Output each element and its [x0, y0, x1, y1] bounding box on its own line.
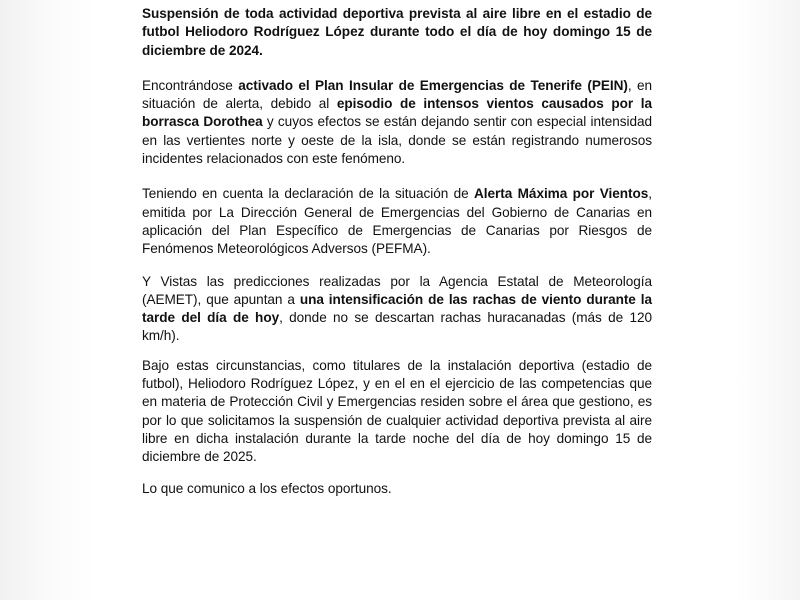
paragraph-text: , en situación de alerta, debido al	[142, 77, 652, 112]
paragraph-alert-declaration	[142, 185, 652, 258]
paragraph-pein-activation	[142, 77, 652, 168]
paragraph-bold-text: activado el Plan Insular de Emergencias de Tenerife (PEIN)	[238, 77, 628, 93]
paragraph-text: Teniendo en cuenta la declaración de la situación de	[142, 186, 475, 202]
paragraph-bold-text: episodio de intensos vientos causados por la borrasca Dorothea	[142, 96, 652, 130]
document-body	[142, 5, 652, 512]
paragraph-text: y cuyos efectos se están dejando sentir con especial intensidad en las vertientes norte y oeste de la isla, donde se están registrando numerosos incidentes relacionados con este fenómeno.	[142, 114, 652, 167]
paragraph-suspension-request: Bajo estas circunstancias, como titulares de la instalación deportiva (estadio de futbol), Heliodoro Rodríguez López, y en el en el ejercicio de las competencias que en materia de Protección Civil y Emergencias residen sobre el área que gestiono, es por lo que solicitamos la suspensión de cualquier actividad deportiva prevista al aire libre en dicha instalación durante la tarde noche del día de hoy domingo 15 de diciembre de 2025.	[142, 357, 652, 465]
paragraph-text: Encontrándose	[142, 77, 239, 93]
paragraph-text: Y Vistas las predicciones realizadas por la Agencia Estatal de Meteorología (AEMET), que apuntan a	[142, 273, 652, 307]
paragraph-text: , donde no se descartan rachas huracanadas (más de 120 km/h).	[142, 310, 652, 344]
paragraph-bold-text: Alerta Máxima por Vientos	[474, 186, 649, 202]
closing-line: Lo que comunico a los efectos oportunos.	[142, 480, 392, 496]
paragraph-bold-text: una intensificación de las rachas de viento durante la tarde del día de hoy	[142, 291, 652, 326]
paragraph-text: , emitida por La Dirección General de Emergencias del Gobierno de Canarias en aplicación del Plan Específico de Emergencias de Canarias por Riesgos de Fenómenos Meteorológicos Adversos (PEFMA).	[142, 186, 652, 257]
document-title: Suspensión de toda actividad deportiva prevista al aire libre en el estadio de futbol Heliodoro Rodríguez López durante todo el día de hoy domingo 15 de diciembre de 2024.	[142, 6, 652, 58]
paragraph-aemet-forecast	[142, 273, 652, 346]
